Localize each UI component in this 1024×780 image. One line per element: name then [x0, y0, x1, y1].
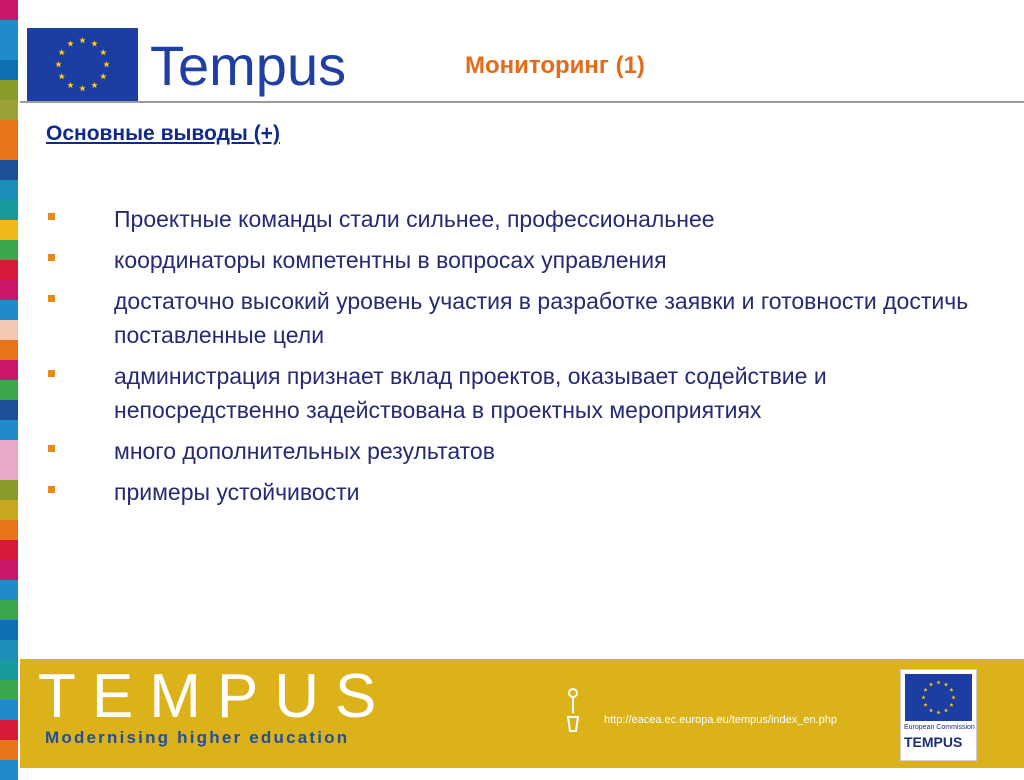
- bullet-square-icon: [48, 254, 55, 261]
- list-item: [46, 202, 1006, 236]
- footer-url-link[interactable]: http://eacea.ec.europa.eu/tempus/index_en.php: [604, 714, 838, 726]
- eu-star-icon: [951, 695, 955, 699]
- stripe-segment: [0, 760, 18, 780]
- list-item-text: достаточно высокий уровень участия в разработке заявки и готовности достичь поставленные цели: [114, 288, 969, 348]
- ec-stars-ring: [905, 674, 972, 721]
- eu-star-icon: [79, 85, 85, 91]
- eu-star-icon: [58, 73, 64, 79]
- stripe-segment: [0, 520, 18, 540]
- stripe-segment: [0, 100, 18, 120]
- footer-figure-icon: [565, 687, 587, 733]
- stripe-segment: [0, 660, 18, 680]
- stripe-segment: [0, 440, 18, 460]
- color-stripe: [0, 0, 18, 768]
- eu-flag-icon: [27, 28, 138, 101]
- eu-star-icon: [55, 61, 61, 67]
- brand-title: Tempus: [150, 34, 347, 97]
- stripe-segment: [0, 300, 18, 320]
- stripe-segment: [0, 140, 18, 160]
- eu-star-icon: [100, 73, 106, 79]
- stripe-segment: [0, 740, 18, 760]
- eu-star-icon: [949, 688, 953, 692]
- list-item-text: координаторы компетентны в вопросах управления: [114, 247, 667, 273]
- stripe-segment: [0, 40, 18, 60]
- stripe-segment: [0, 700, 18, 720]
- stripe-segment: [0, 380, 18, 400]
- bullet-square-icon: [48, 213, 55, 220]
- stripe-segment: [0, 460, 18, 480]
- stripe-segment: [0, 420, 18, 440]
- stripe-segment: [0, 500, 18, 520]
- list-item-text: примеры устойчивости: [114, 479, 360, 505]
- list-item-text: администрация признает вклад проектов, оказывает содействие и непосредственно задействована в проектных мероприятиях: [114, 363, 827, 423]
- footer-logo-word: TEMPUS: [38, 662, 393, 731]
- eu-star-icon: [79, 37, 85, 43]
- footer-banner: [20, 659, 1024, 768]
- stripe-segment: [0, 560, 18, 580]
- stripe-segment: [0, 340, 18, 360]
- stripe-segment: [0, 400, 18, 420]
- stripe-segment: [0, 600, 18, 620]
- eu-star-icon: [91, 40, 97, 46]
- footer-tagline: Modernising higher education: [45, 728, 350, 747]
- stripe-segment: [0, 280, 18, 300]
- list-item-text: Проектные команды стали сильнее, профессиональнее: [114, 206, 715, 232]
- eu-star-icon: [923, 703, 927, 707]
- eu-star-icon: [949, 703, 953, 707]
- eu-star-icon: [58, 49, 64, 55]
- stripe-segment: [0, 680, 18, 700]
- stripe-segment: [0, 60, 18, 80]
- stripe-segment: [0, 640, 18, 660]
- eu-star-icon: [936, 710, 940, 714]
- ec-brand: TEMPUS: [904, 734, 963, 750]
- eu-star-icon: [100, 49, 106, 55]
- stripe-segment: [0, 240, 18, 260]
- stripe-segment: [0, 320, 18, 340]
- ec-caption: European Commission: [904, 724, 975, 731]
- bullet-square-icon: [48, 445, 55, 452]
- eu-star-icon: [921, 695, 925, 699]
- list-item: [46, 359, 1006, 427]
- section-heading: Основные выводы (+): [46, 122, 280, 145]
- header-divider: [20, 101, 1024, 103]
- slide-title: Мониторинг (1): [465, 52, 645, 79]
- stripe-segment: [0, 120, 18, 140]
- stripe-segment: [0, 20, 18, 40]
- list-item: [46, 434, 1006, 468]
- eu-star-icon: [936, 680, 940, 684]
- stripe-segment: [0, 360, 18, 380]
- eu-star-icon: [929, 708, 933, 712]
- list-item-text: много дополнительных результатов: [114, 438, 495, 464]
- stripe-segment: [0, 0, 18, 20]
- stripe-segment: [0, 180, 18, 200]
- eu-star-icon: [91, 82, 97, 88]
- eu-star-icon: [103, 61, 109, 67]
- stripe-segment: [0, 80, 18, 100]
- list-item: [46, 243, 1006, 277]
- list-item: [46, 284, 1006, 352]
- stripe-segment: [0, 220, 18, 240]
- stripe-segment: [0, 720, 18, 740]
- eu-star-icon: [944, 708, 948, 712]
- stripe-segment: [0, 260, 18, 280]
- eu-stars-ring: [27, 28, 138, 101]
- stripe-segment: [0, 580, 18, 600]
- eu-star-icon: [929, 682, 933, 686]
- bullet-square-icon: [48, 370, 55, 377]
- eu-star-icon: [944, 682, 948, 686]
- ec-flag-icon: [905, 674, 972, 721]
- eu-star-icon: [923, 688, 927, 692]
- findings-list: [46, 202, 1006, 516]
- eu-star-icon: [67, 40, 73, 46]
- ec-tempus-logo: [900, 669, 977, 761]
- list-item: [46, 475, 1006, 509]
- stripe-segment: [0, 540, 18, 560]
- eu-star-icon: [67, 82, 73, 88]
- bullet-square-icon: [48, 486, 55, 493]
- bullet-square-icon: [48, 295, 55, 302]
- stripe-segment: [0, 620, 18, 640]
- stripe-segment: [0, 200, 18, 220]
- stripe-segment: [0, 160, 18, 180]
- stripe-segment: [0, 480, 18, 500]
